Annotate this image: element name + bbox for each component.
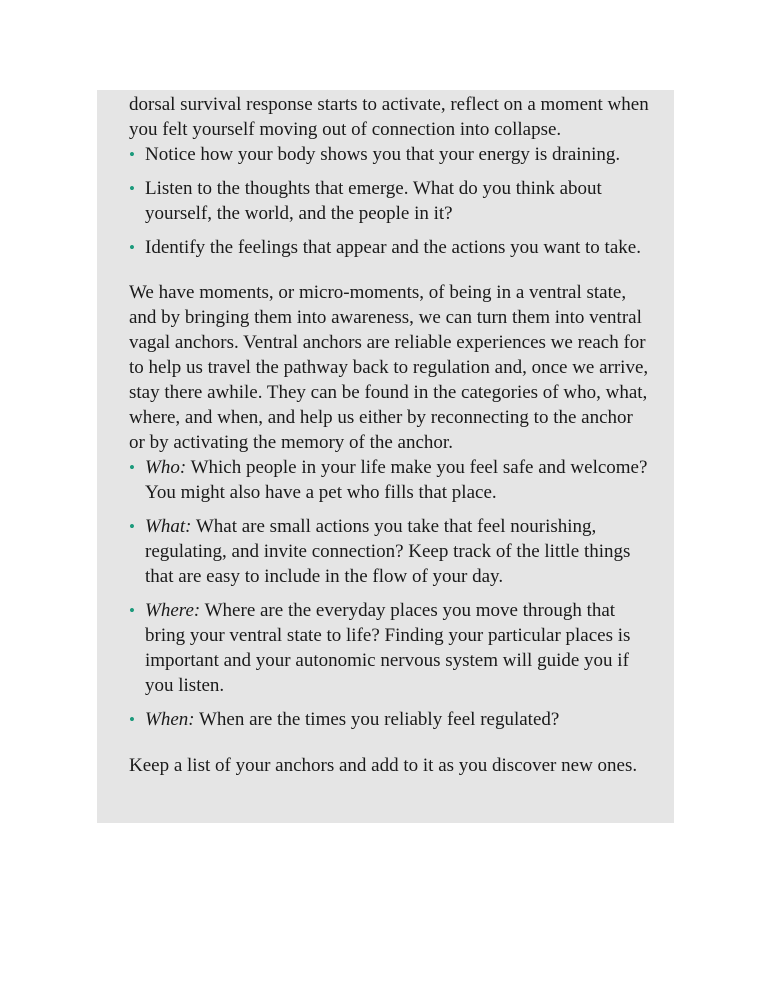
category-label: What: — [145, 516, 192, 537]
bullet-icon: • — [129, 710, 135, 729]
bullet-icon: • — [129, 145, 135, 164]
list-item-what — [129, 514, 650, 589]
category-text: What are small actions you take that feel nourishing, regulating, and invite connection? Keep track of the little things that are easy to include in the flow of your day. — [145, 516, 631, 587]
category-text: Where are the everyday places you move through that bring your ventral state to life? Finding your particular places is important and your autonomic nervous system will guide you if you listen. — [145, 600, 631, 696]
category-label: Who: — [145, 457, 187, 478]
intro-paragraph: dorsal survival response starts to activate, reflect on a moment when you felt yourself moving out of connection into collapse. — [129, 94, 649, 140]
bullet-icon: • — [129, 458, 135, 477]
list-item-text: Listen to the thoughts that emerge. What do you think about yourself, the world, and the people in it? — [145, 178, 602, 224]
list-item — [129, 235, 650, 260]
closing-paragraph: Keep a list of your anchors and add to it as you discover new ones. — [129, 755, 638, 776]
list-item-when — [129, 707, 650, 732]
category-text: When are the times you reliably feel regulated? — [194, 709, 560, 730]
bullet-icon: • — [129, 238, 135, 257]
list-item-who — [129, 455, 650, 505]
category-text: Which people in your life make you feel safe and welcome? You might also have a pet who fills that place. — [145, 457, 648, 503]
bullet-icon: • — [129, 601, 135, 620]
anchor-category-list — [129, 455, 650, 732]
list-item — [129, 142, 650, 167]
category-label: When: — [145, 709, 195, 730]
category-label: Where: — [145, 600, 201, 621]
sidebar-panel — [97, 90, 674, 823]
reflection-list — [129, 142, 650, 260]
bullet-icon: • — [129, 517, 135, 536]
list-item — [129, 176, 650, 226]
bullet-icon: • — [129, 179, 135, 198]
list-item-text: Notice how your body shows you that your energy is draining. — [145, 144, 621, 165]
list-item-text: Identify the feelings that appear and the actions you want to take. — [145, 237, 641, 258]
list-item-where — [129, 598, 650, 698]
anchors-paragraph: We have moments, or micro-moments, of being in a ventral state, and by bringing them into awareness, we can turn them into ventral vagal anchors. Ventral anchors are reliable experiences we reach for to help us travel the pathway back to regulation and, once we arrive, stay there awhile. They can be found in the categories of who, what, where, and when, and help us either by reconnecting to the anchor or by activating the memory of the anchor. — [129, 282, 649, 453]
